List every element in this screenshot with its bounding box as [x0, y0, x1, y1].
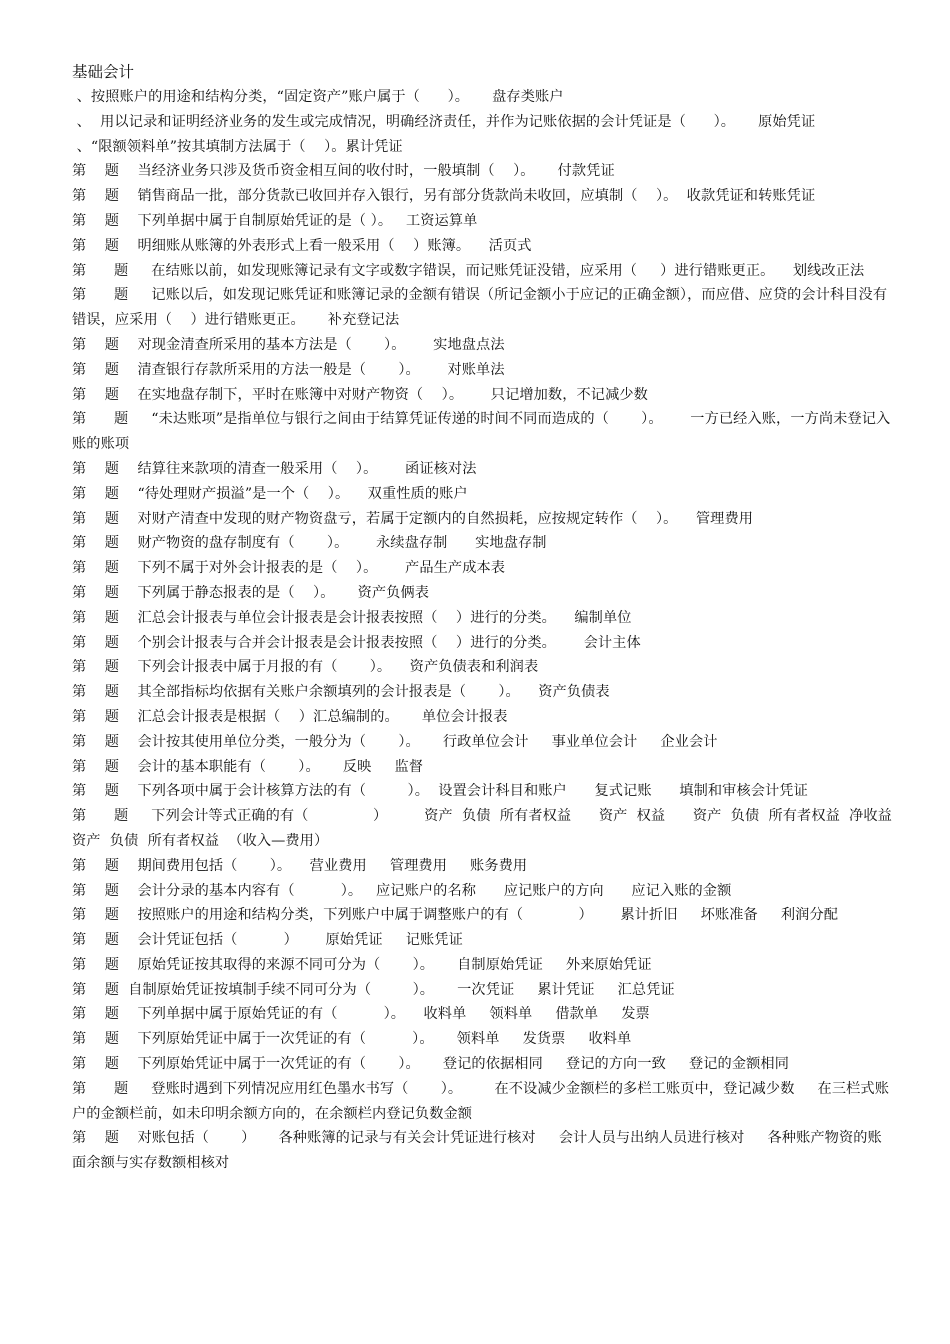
- question-line: 第 题 下列单据中属于原始凭证的有（ ）。 收料单 领料单 借款单 发票: [72, 1006, 650, 1023]
- question-line: 第 题 记账以后，如发现记账凭证和账簿记录的金额有错误（所记金额小于应记的正确金额），而应借、应贷的会计科目没有错误，应采用（ ）进行错账更正。 补充登记法: [72, 287, 888, 329]
- question-line: 第 题 “待处理财产损溢”是一个（ ）。 双重性质的账户: [72, 485, 468, 502]
- question-line: 、按照账户的用途和结构分类，“固定资产”账户属于（ ）。 盘存类账户: [72, 89, 564, 105]
- question-line: 、 用以记录和证明经济业务的发生或完成情况，明确经济责任，并作为记账依据的会计凭证是（ ）。 原始凭证: [72, 113, 816, 130]
- question-line: 第 题 在实地盘存制下，平时在账簿中对财产物资（ ）。 只记增加数，不记减少数: [72, 386, 648, 403]
- question-line: 第 题 下列原始凭证中属于一次凭证的有（ ）。 领料单 发货票 收料单: [72, 1031, 632, 1048]
- question-line: 第 题 原始凭证按其取得的来源不同可分为（ ）。 自制原始凭证 外来原始凭证: [72, 956, 652, 973]
- question-line: 第 题 财产物资的盘存制度有（ ）。 永续盘存制 实地盘存制: [72, 535, 547, 552]
- question-line: 第 题 下列各项中属于会计核算方法的有（ ）。 设置会计科目和账户 复式记账 填制和审核会计凭证: [72, 783, 808, 800]
- question-line: 第 题 对账包括（ ） 各种账簿的记录与有关会计凭证进行核对 会计人员与出纳人员进行核对 各种账产物资的账面余额与实存数额相核对: [72, 1130, 882, 1172]
- question-line: 第 题 汇总会计报表与单位会计报表是会计报表按照（ ）进行的分类。 编制单位: [72, 609, 632, 626]
- document-page: [72, 60, 920, 1176]
- question-line: 第 题 对财产清查中发现的财产物资盘亏，若属于定额内的自然损耗，应按规定转作（ ）。 管理费用: [72, 510, 754, 527]
- question-line: 第 题 个别会计报表与合并会计报表是会计报表按照（ ）进行的分类。 会计主体: [72, 634, 641, 651]
- question-line: 第 题 会计的基本职能有（ ）。 反映 监督: [72, 758, 424, 775]
- question-line: 第 题 会计凭证包括（ ） 原始凭证 记账凭证: [72, 932, 463, 949]
- question-line: 第 题 下列不属于对外会计报表的是（ ）。 产品生产成本表: [72, 560, 506, 577]
- question-line: 第 题 按照账户的用途和结构分类，下列账户中属于调整账户的有（ ） 累计折旧 坏账准备 利润分配: [72, 907, 839, 924]
- question-line: 、“限额领料单”按其填制方法属于（ ）。累计凭证: [72, 138, 403, 155]
- question-line: 第 题 会计分录的基本内容有（ ）。 应记账户的名称 应记账户的方向 应记入账的金额: [72, 882, 732, 899]
- question-line: 第 题 下列原始凭证中属于一次凭证的有（ ）。 登记的依据相同 登记的方向一致 登记的金额相同: [72, 1056, 789, 1073]
- question-line: 第 题 汇总会计报表是根据（ ）汇总编制的。 单位会计报表: [72, 708, 508, 725]
- question-line: 第 题 清查银行存款所采用的方法一般是（ ）。 对账单法: [72, 361, 505, 378]
- question-line: 第 题 销售商品一批，部分货款已收回并存入银行，另有部分货款尚未收回，应填制（ ）。 收款凭证和转账凭证: [72, 188, 816, 205]
- question-line: 第 题 在结账以前，如发现账簿记录有文字或数字错误，而记账凭证没错，应采用（ ）进行错账更正。 划线改正法: [72, 262, 865, 279]
- question-line: 第 题 其全部指标均依据有关账户余额填列的会计报表是（ ）。 资产负债表: [72, 684, 610, 701]
- question-line: 第 题 下列会计报表中属于月报的有（ ）。 资产负债表和利润表: [72, 659, 539, 676]
- question-line: 第 题 明细账从账簿的外表形式上看一般采用（ ）账簿。 活页式: [72, 237, 532, 254]
- question-line: 第 题 下列会计等式正确的有（ ） 资产 负债 所有者权益 资产 权益 资产 负债 所有者权益 净收益 资产 负债 所有者权益 （收入—费用）: [72, 808, 920, 849]
- question-line: 第 题 “未达账项”是指单位与银行之间由于结算凭证传递的时间不同而造成的（ ）。 一方已经入账，一方尚未登记入账的账项: [72, 411, 891, 453]
- question-line: 第 题 对现金清查所采用的基本方法是（ ）。 实地盘点法: [72, 336, 505, 353]
- question-line: 第 题 下列属于静态报表的是（ ）。 资产负俩表: [72, 584, 430, 601]
- question-line: 第 题 当经济业务只涉及货币资金相互间的收付时，一般填制（ ）。 付款凭证: [72, 163, 615, 180]
- question-line: 第 题 会计按其使用单位分类，一般分为（ ）。 行政单位会计 事业单位会计 企业会计: [72, 733, 718, 750]
- document-title: 基础会计: [72, 63, 135, 81]
- question-line: 第 题 登账时遇到下列情况应用红色墨水书写（ ）。 在不设减少金额栏的多栏工账页中，登记减少数 在三栏式账户的金额栏前，如未印明余额方向的，在余额栏内登记负数金额: [72, 1080, 889, 1122]
- question-list: [72, 85, 920, 1176]
- question-line: 第 题 结算往来款项的清查一般采用（ ）。 函证核对法: [72, 460, 477, 477]
- question-line: 第 题 下列单据中属于自制原始凭证的是（ ）。 工资运算单: [72, 212, 478, 229]
- question-line: 第 题 期间费用包括（ ）。 营业费用 管理费用 账务费用: [72, 857, 528, 874]
- question-line: 第 题 自制原始凭证按填制手续不同可分为（ ）。 一次凭证 累计凭证 汇总凭证: [72, 981, 675, 998]
